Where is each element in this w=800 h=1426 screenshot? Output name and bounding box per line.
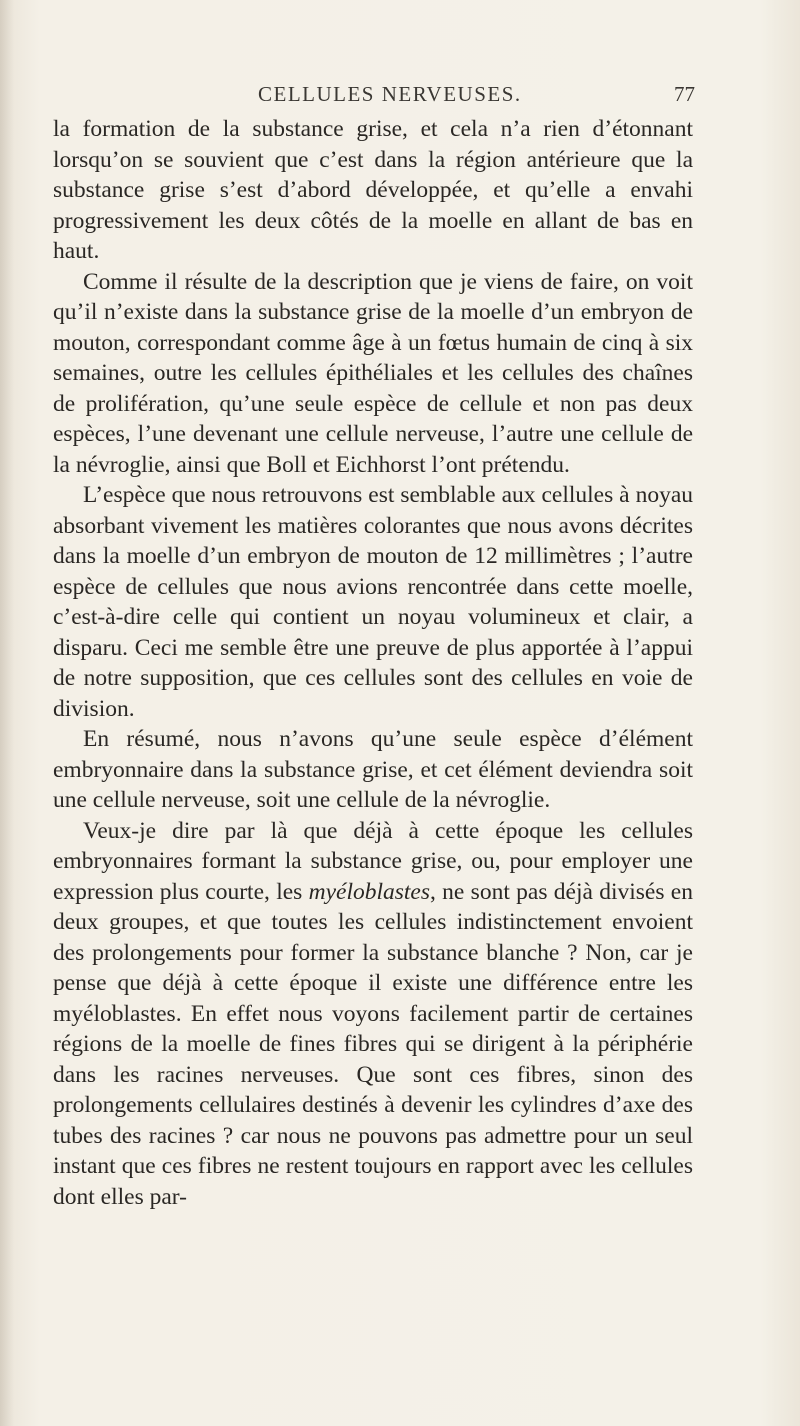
paragraph-4: En résumé, nous n’avons qu’une seule espèce d’élément embryonnaire dans la substance grise, et cet élément deviendra soit une cellule nerveuse, soit une cellule de la névroglie.: [53, 726, 693, 813]
spine-shadow: [0, 0, 14, 1426]
paragraph-1: la formation de la substance grise, et cela n’a rien d’étonnant lorsqu’on se souvient que c’est dans la région antérieure que la substance grise s’est d’abord développée, et qu’elle a envahi progressivement les deux côtés de la moelle en allant de bas en haut.: [53, 116, 693, 264]
italic-term: myéloblastes: [308, 878, 430, 905]
body-text: [53, 114, 693, 1212]
running-title: CELLULES NERVEUSES.: [258, 82, 522, 106]
paragraph-5-end: , ne sont pas déjà divisés en deux groupes, et que toutes les cellules indistinctement envoient des prolongements pour former la substance blanche ? Non, car je pense que déjà à cette époque il existe une différence entre les myéloblastes. En effet nous voyons facilement partir de certaines régions de la moelle de fines fibres qui se dirigent à la périphérie dans les racines nerveuses. Que sont ces fibres, sinon des prolongements cellulaires destinés à devenir les cylindres d’axe des tubes des racines ? car nous ne pouvons pas admettre pour un seul instant que ces fibres ne restent toujours en rapport avec les cellules dont elles par-: [53, 878, 693, 1210]
page-header: [0, 82, 800, 112]
paragraph-5-start: Veux-je dire par là que déjà à cette époque les cellules embryonnaires formant la substance grise, ou, pour employer une expression plus courte, les: [53, 817, 693, 905]
page-number: 77: [674, 82, 695, 106]
paragraph-3: L’espèce que nous retrouvons est semblable aux cellules à noyau absorbant vivement les matières colorantes que nous avons décrites dans la moelle d’un embryon de mouton de 12 millimètres ; l’autre espèce de cellules que nous avions rencontrée dans cette moelle, c’est-à-dire celle qui contient un noyau volumineux et clair, a disparu. Ceci me semble être une preuve de plus apportée à l’appui de notre supposition, que ces cellules sont des cellules en voie de division.: [53, 482, 693, 722]
paragraph-5: [53, 816, 693, 1213]
paragraph-2: Comme il résulte de la description que je viens de faire, on voit qu’il n’existe dans la substance grise de la moelle d’un embryon de mouton, correspondant comme âge à un fœtus humain de cinq à six semaines, outre les cellules épithéliales et les cellules des chaînes de prolifération, qu’une seule espèce de cellule et non pas deux espèces, l’une devenant une cellule nerveuse, l’autre une cellule de la névroglie, ainsi que Boll et Eichhorst l’ont prétendu.: [53, 268, 693, 478]
